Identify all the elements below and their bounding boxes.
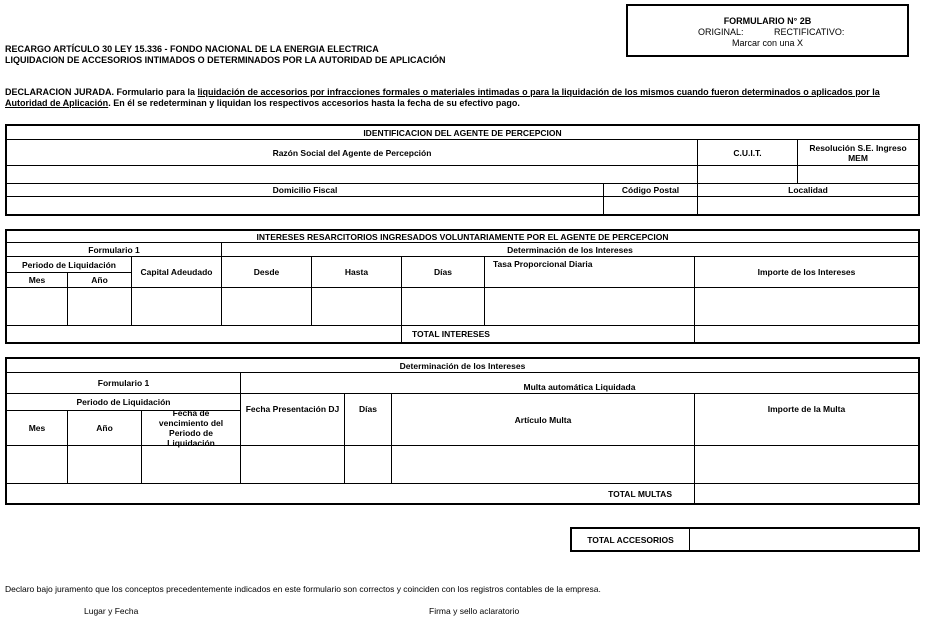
dias-field[interactable] <box>402 288 485 326</box>
determinacion-header: Determinación de los Intereses <box>222 243 918 257</box>
desde-header: Desde <box>222 257 312 288</box>
codigo-postal-header: Código Postal <box>604 184 698 197</box>
total-intereses-field[interactable] <box>695 326 918 342</box>
fecha-dj-header: Fecha Presentación DJ <box>241 394 345 446</box>
declaration-text <box>5 87 910 109</box>
domicilio-header: Domicilio Fiscal <box>7 184 604 197</box>
importe-multa-header: Importe de la Multa <box>695 394 918 446</box>
vencimiento-header: Fecha de vencimiento del Periodo de Liquidación <box>142 411 241 446</box>
total-multas-label: TOTAL MULTAS <box>7 484 695 503</box>
periodo-header: Periodo de Liquidación <box>7 257 132 273</box>
original-label: ORIGINAL: <box>698 27 744 37</box>
header-line-1: RECARGO ARTÍCULO 30 LEY 15.336 - FONDO NACIONAL DE LA ENERGIA ELECTRICA <box>5 44 379 54</box>
domicilio-field[interactable] <box>7 197 604 214</box>
rectificativo-checkbox[interactable] <box>842 27 882 38</box>
cuit-field[interactable] <box>698 166 798 184</box>
mes-header: Mes <box>7 273 68 288</box>
intereses-table <box>5 229 920 344</box>
section2-title: INTERESES RESARCITORIOS INGRESADOS VOLUNTARIAMENTE POR EL AGENTE DE PERCEPCION <box>7 231 918 243</box>
importe-multa-field[interactable] <box>695 446 918 484</box>
declaration-underlined: liquidación de accesorios por infracciones formales o materiales intimadas o para la liquidación de los mismos cuando fueron determinados o aplicados por la Autoridad de Aplicación <box>5 87 880 108</box>
capital-header: Capital Adeudado <box>132 257 222 288</box>
section3-title: Determinación de los Intereses <box>7 359 918 373</box>
mark-hint: Marcar con una X <box>731 38 804 48</box>
header-line-2: LIQUIDACION DE ACCESORIOS INTIMADOS O DETERMINADOS POR LA AUTORIDAD DE APLICACIÓN <box>5 55 446 65</box>
localidad-header: Localidad <box>698 184 918 197</box>
formulario1-header: Formulario 1 <box>7 243 222 257</box>
anio-field[interactable] <box>68 288 132 326</box>
agent-identification-table <box>5 124 920 216</box>
form-number: FORMULARIO N° 2B <box>723 16 812 26</box>
cuit-header: C.U.I.T. <box>698 140 798 166</box>
mes-field-2[interactable] <box>7 446 68 484</box>
importe-intereses-header: Importe de los Intereses <box>695 257 918 288</box>
mes-field[interactable] <box>7 288 68 326</box>
anio-field-2[interactable] <box>68 446 142 484</box>
anio-header: Año <box>68 273 132 288</box>
lugar-fecha-label: Lugar y Fecha <box>84 606 139 616</box>
dias-header-2: Días <box>345 394 392 446</box>
tasa-field[interactable] <box>485 288 695 326</box>
multas-table <box>5 357 920 505</box>
localidad-field[interactable] <box>698 197 918 214</box>
lugar-fecha-field[interactable] <box>70 605 220 619</box>
firma-label: Firma y sello aclaratorio <box>429 606 520 616</box>
formulario1-header-2: Formulario 1 <box>7 373 241 394</box>
declaration-prefix: DECLARACION JURADA. Formulario para la <box>5 87 198 97</box>
firma-field[interactable] <box>415 605 575 619</box>
tasa-header: Tasa Proporcional Diaria <box>485 257 695 288</box>
total-left-blank <box>7 326 402 342</box>
articulo-header: Artículo Multa <box>392 394 695 446</box>
rectificativo-label: RECTIFICATIVO: <box>774 27 845 37</box>
resolucion-header: Resolución S.E. Ingreso MEM <box>798 140 918 166</box>
razon-social-header: Razón Social del Agente de Percepción <box>7 140 698 166</box>
multa-header: Multa automática Liquidada <box>241 373 918 394</box>
dias-field-2[interactable] <box>345 446 392 484</box>
capital-field[interactable] <box>132 288 222 326</box>
fecha-dj-field[interactable] <box>241 446 345 484</box>
hasta-header: Hasta <box>312 257 402 288</box>
total-multas-field[interactable] <box>695 484 918 503</box>
hasta-field[interactable] <box>312 288 402 326</box>
vencimiento-field[interactable] <box>142 446 241 484</box>
total-intereses-label: TOTAL INTERESES <box>402 326 695 342</box>
anio-header-2: Año <box>68 411 142 446</box>
declaration-statement: Declaro bajo juramento que los conceptos precedentemente indicados en este formulario son correctos y coinciden con los registros contables de la empresa. <box>5 584 601 594</box>
razon-social-field[interactable] <box>7 166 698 184</box>
form-header-box <box>626 4 909 57</box>
total-accesorios-label: TOTAL ACCESORIOS <box>572 529 690 550</box>
declaration-suffix: . En él se redeterminan y liquidan los respectivos accesorios hasta la fecha de su efectivo pago. <box>108 98 520 108</box>
total-accesorios-box <box>570 527 920 552</box>
resolucion-field[interactable] <box>798 166 918 184</box>
dias-header: Días <box>402 257 485 288</box>
periodo-header-2: Periodo de Liquidación <box>7 394 241 411</box>
importe-intereses-field[interactable] <box>695 288 918 326</box>
codigo-postal-field[interactable] <box>604 197 698 214</box>
section1-title: IDENTIFICACION DEL AGENTE DE PERCEPCION <box>7 126 918 140</box>
total-accesorios-field[interactable] <box>690 529 918 550</box>
desde-field[interactable] <box>222 288 312 326</box>
mes-header-2: Mes <box>7 411 68 446</box>
articulo-field[interactable] <box>392 446 695 484</box>
